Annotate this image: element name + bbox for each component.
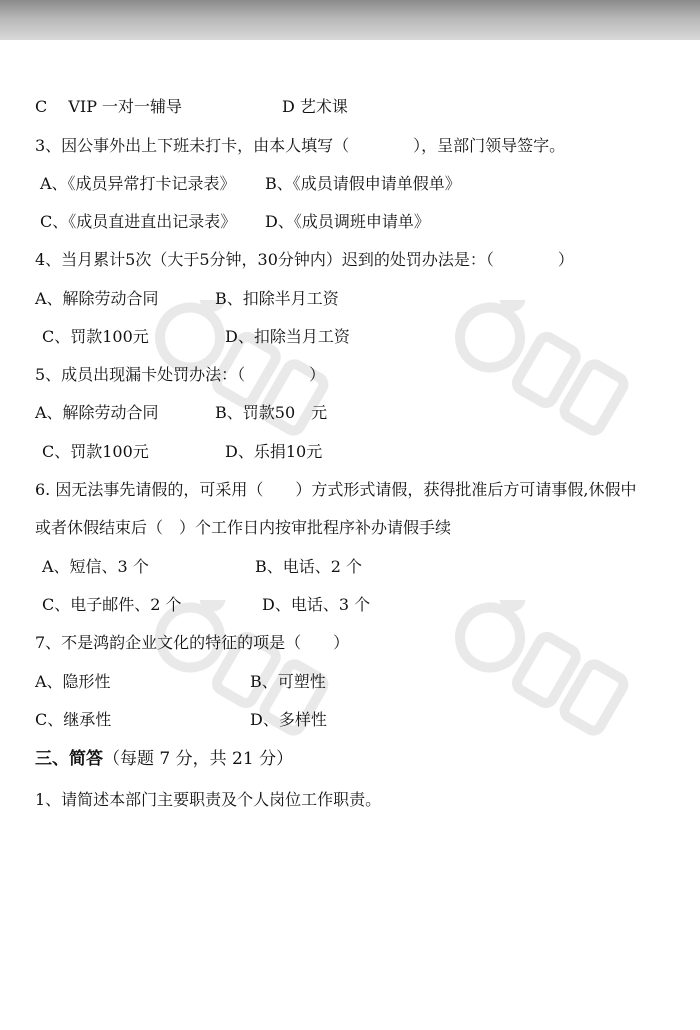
answer-option: D、电话、3 个	[262, 595, 371, 614]
section-heading	[35, 749, 293, 769]
answer-option: A、短信、3 个	[42, 557, 149, 576]
answer-option: B、罚款50 元	[215, 403, 328, 422]
question-line: 或者休假结束后（ ）个工作日内按审批程序补办请假手续	[35, 518, 452, 537]
answer-option: B、《成员请假申请单假单》	[265, 174, 461, 193]
answer-option: C、继承性	[35, 710, 112, 729]
answer-option: B、扣除半月工资	[215, 289, 339, 308]
section-heading-scoring: （每题 7 分，共 21 分）	[103, 749, 294, 769]
answer-option: A、解除劳动合同	[35, 403, 159, 422]
answer-option: C、罚款100元	[42, 327, 149, 346]
answer-option: A、《成员异常打卡记录表》	[40, 174, 236, 193]
answer-option: C、电子邮件、2 个	[42, 595, 182, 614]
answer-option: A、解除劳动合同	[35, 289, 159, 308]
answer-option: B、电话、2 个	[255, 557, 363, 576]
watermark-logo	[440, 600, 670, 750]
section-heading-title: 三、简答	[35, 749, 103, 769]
answer-option: D、乐捐10元	[225, 442, 323, 461]
question-line: 6. 因无法事先请假的，可采用（ ）方式形式请假，获得批准后方可请事假,休假中	[35, 480, 637, 499]
question-line: 5、成员出现漏卡处罚办法：（ ）	[35, 365, 326, 384]
answer-option: D、《成员调班申请单》	[265, 212, 430, 231]
answer-option: B、可塑性	[250, 672, 326, 691]
answer-option: D、扣除当月工资	[225, 327, 350, 346]
short-answer-question-1: 1、请简述本部门主要职责及个人岗位工作职责。	[35, 790, 382, 809]
watermark-logo	[440, 300, 670, 450]
question-line: 4、当月累计5次（大于5分钟，30分钟内）迟到的处罚办法是：（ ）	[35, 250, 574, 269]
top-gradient-bar	[0, 0, 700, 40]
answer-option: D 艺术课	[282, 97, 348, 116]
answer-option: C、罚款100元	[42, 442, 149, 461]
answer-option: A、隐形性	[35, 672, 111, 691]
answer-option: C、《成员直进直出记录表》	[40, 212, 237, 231]
question-line: 3、因公事外出上下班未打卡，由本人填写（ ），呈部门领导签字。	[35, 136, 566, 155]
answer-option: D、多样性	[250, 710, 327, 729]
answer-option: C VIP 一对一辅导	[35, 97, 183, 116]
question-line: 7、不是鸿韵企业文化的特征的项是（ ）	[35, 633, 350, 652]
